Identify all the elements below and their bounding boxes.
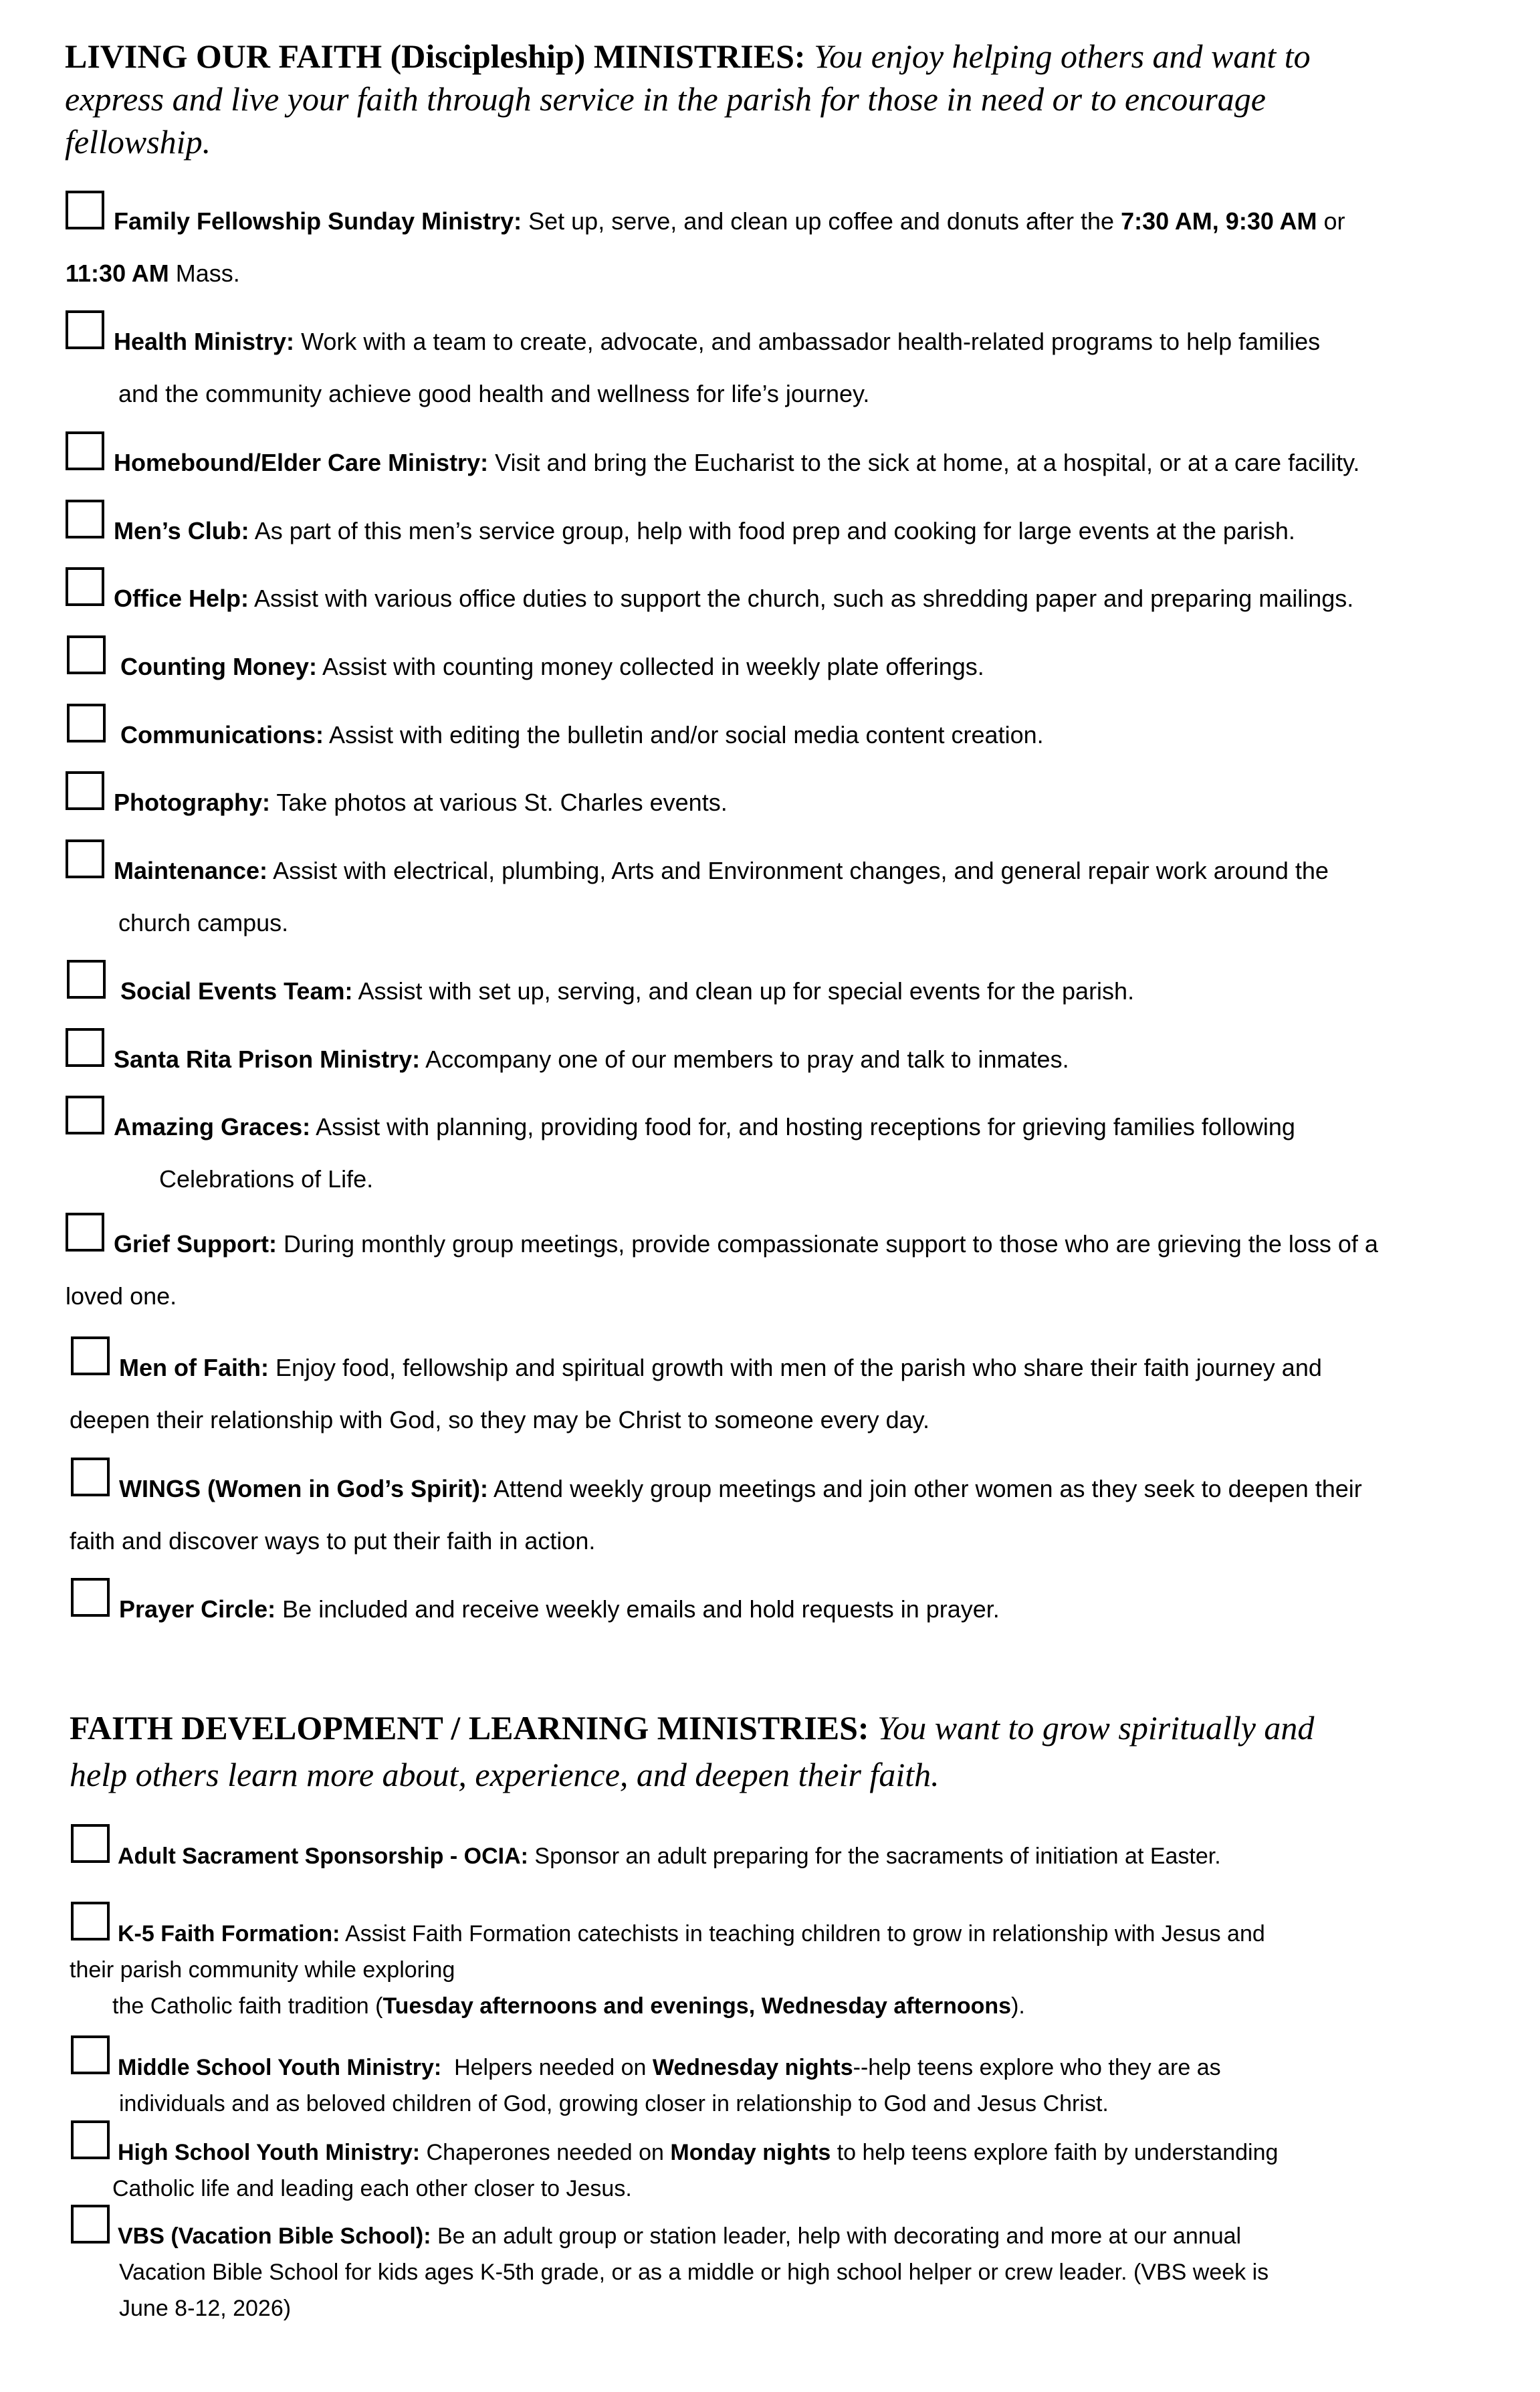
section-description: You want to grow spiritually and	[877, 1709, 1315, 1747]
item-wings: WINGS (Women in God’s Spirit): Attend weekly group meetings and join other women as they seek to deepen their faith and discover ways to put their faith in action.	[70, 1475, 1362, 1555]
item-middle-school: Middle School Youth Ministry: Helpers needed on Wednesday nights--help teens explore who they are as individuals and as beloved children of God, growing closer in relationship to God and Jesus Christ.	[118, 2055, 1221, 2116]
item-ocia: Adult Sacrament Sponsorship - OCIA: Sponsor an adult preparing for the sacraments of initiation at Easter.	[118, 1843, 1221, 1869]
item-vbs: VBS (Vacation Bible School): Be an adult group or station leader, help with decorating and more at our annual Vacation Bible School for kids ages K-5th grade, or as a middle or high school helper or crew leader. (VBS week is June 8-12, 2026)	[118, 2223, 1269, 2321]
item-grief-support: Grief Support: During monthly group meetings, provide compassionate support to those who are grieving the loss of a loved one.	[66, 1230, 1378, 1310]
item-photography: Photography: Take photos at various St. Charles events.	[114, 789, 728, 816]
section-description: You enjoy helping others and want to	[814, 37, 1311, 75]
item-k5-faith-formation: K-5 Faith Formation: Assist Faith Formation catechists in teaching children to grow in relationship with Jesus and their parish community while exploring the Catholic faith tradition (Tuesday afternoons and evenings, Wednesday afternoons).	[70, 1921, 1265, 2019]
item-amazing-graces: Amazing Graces: Assist with planning, providing food for, and hosting receptions for grieving families following Celebrations of Life.	[114, 1113, 1295, 1193]
item-counting-money: Counting Money: Assist with counting money collected in weekly plate offerings.	[120, 653, 984, 680]
item-maintenance: Maintenance: Assist with electrical, plumbing, Arts and Environment changes, and general repair work around the church campus.	[114, 857, 1329, 936]
item-social-events: Social Events Team: Assist with set up, serving, and clean up for special events for the parish.	[120, 977, 1135, 1005]
section-title: LIVING OUR FAITH (Discipleship) MINISTRIES	[65, 37, 794, 75]
item-family-fellowship: Family Fellowship Sunday Ministry: Set up, serve, and clean up coffee and donuts after the 7:30 AM, 9:30 AM or 11:30 AM Mass.	[66, 207, 1345, 287]
living-faith-heading: LIVING OUR FAITH (Discipleship) MINISTRIES: You enjoy helping others and want to express and live your faith through service in the parish for those in need or to encourage fellowship.	[65, 37, 1311, 161]
section-title: FAITH DEVELOPMENT / LEARNING MINISTRIES	[70, 1709, 858, 1747]
item-homebound: Homebound/Elder Care Ministry: Visit and bring the Eucharist to the sick at home, at a hospital, or at a care facility.	[114, 449, 1360, 476]
item-communications: Communications: Assist with editing the bulletin and/or social media content creation.	[120, 721, 1044, 749]
item-health-ministry: Health Ministry: Work with a team to create, advocate, and ambassador health-related programs to help families and the community achieve good health and wellness for life’s journey.	[114, 328, 1321, 407]
item-high-school: High School Youth Ministry: Chaperones needed on Monday nights to help teens explore faith by understanding Catholic life and leading each other closer to Jesus.	[112, 2140, 1279, 2201]
item-men-of-faith: Men of Faith: Enjoy food, fellowship and spiritual growth with men of the parish who share their faith journey and deepen their relationship with God, so they may be Christ to someone every day.	[70, 1354, 1322, 1433]
item-prayer-circle: Prayer Circle: Be included and receive weekly emails and hold requests in prayer.	[119, 1595, 1000, 1623]
item-office-help: Office Help: Assist with various office duties to support the church, such as shredding paper and preparing mailings.	[114, 585, 1354, 612]
item-santa-rita: Santa Rita Prison Ministry: Accompany one of our members to pray and talk to inmates.	[114, 1045, 1069, 1073]
item-mens-club: Men’s Club: As part of this men’s service group, help with food prep and cooking for large events at the parish.	[114, 517, 1295, 544]
faith-development-heading: FAITH DEVELOPMENT / LEARNING MINISTRIES: You want to grow spiritually and help others learn more about, experience, and deepen their faith.	[70, 1709, 1315, 1793]
